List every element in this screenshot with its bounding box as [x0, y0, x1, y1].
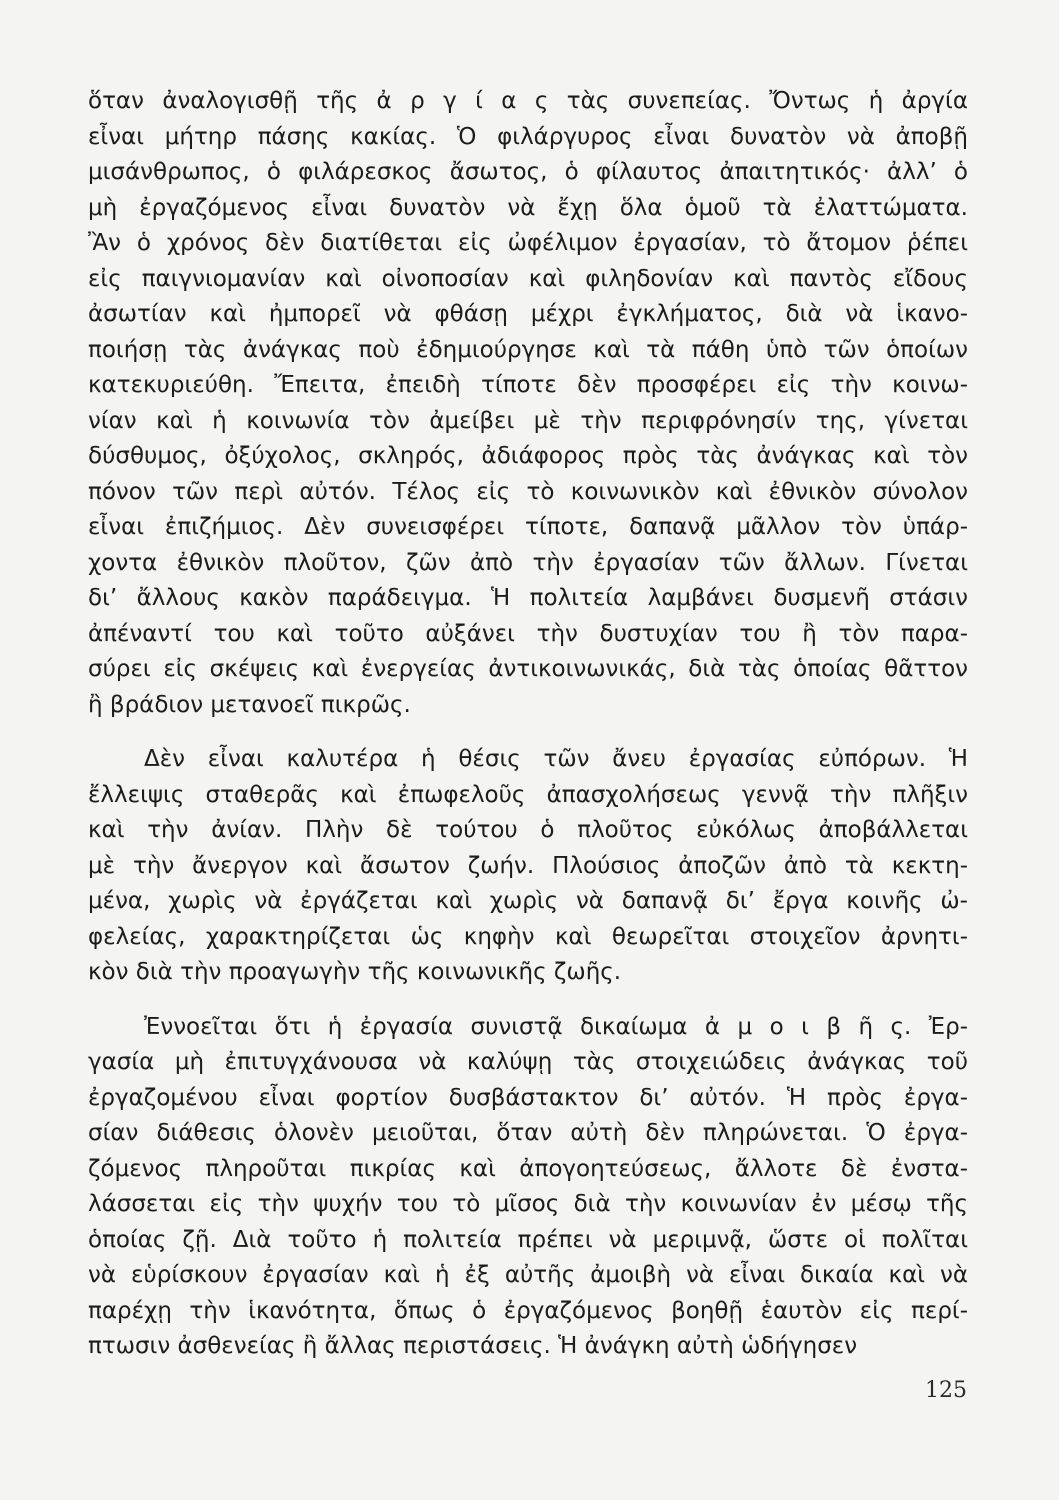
text-line: λάσσεται εἰς τὴν ψυχήν του τὸ μῖσος διὰ τὴν κοινωνίαν ἐν μέσῳ τῆς — [88, 1191, 968, 1217]
text-line: σύρει εἰς σκέψεις καὶ ἐνεργείας ἀντικοινωνικάς, διὰ τὰς ὁποίας θᾶττον — [88, 656, 968, 682]
text-line: εἶναι ἐπιζήμιος. Δὲν συνεισφέρει τίποτε, δαπανᾷ μᾶλλον τὸν ὑπάρ- — [88, 514, 968, 540]
paragraph — [88, 84, 968, 723]
text-line: παρέχῃ τὴν ἱκανότητα, ὅπως ὁ ἐργαζόμενος βοηθῇ ἑαυτὸν εἰς περί- — [88, 1297, 968, 1324]
text-line: νὰ εὑρίσκουν ἐργασίαν καὶ ἡ ἐξ αὐτῆς ἀμοιβὴ νὰ εἶναι δικαία καὶ νὰ — [88, 1262, 968, 1288]
text-line: ὁποίας ζῇ. Διὰ τοῦτο ἡ πολιτεία πρέπει νὰ μεριμνᾷ, ὥστε οἱ πολῖται — [88, 1226, 968, 1253]
text-line: ποιήσῃ τὰς ἀνάγκας ποὺ ἐδημιούργησε καὶ τὰ πάθη ὑπὸ τῶν ὁποίων — [88, 336, 968, 363]
text-line: κὸν διὰ τὴν προαγωγὴν τῆς κοινωνικῆς ζωῆς. — [88, 959, 622, 985]
text-line: μισάνθρωπος, ὁ φιλάρεσκος ἄσωτος, ὁ φίλαυτος ἀπαιτητικός· ἀλλ’ ὁ — [88, 159, 968, 185]
text-line: μὲ τὴν ἄνεργον καὶ ἄσωτον ζωήν. Πλούσιος ἀποζῶν ἀπὸ τὰ κεκτη- — [88, 852, 968, 879]
body-text — [88, 84, 968, 1365]
paragraph-gap — [88, 991, 968, 1010]
paragraph — [88, 742, 968, 991]
text-line: Ἂν ὁ χρόνος δὲν διατίθεται εἰς ὠφέλιμον ἐργασίαν, τὸ ἄτομον ῥέπει — [88, 230, 968, 256]
text-line: ζόμενος πληροῦται πικρίας καὶ ἀπογοητεύσεως, ἄλλοτε δὲ ἐνστα- — [88, 1155, 968, 1182]
text-line: Δὲν εἶναι καλυτέρα ἡ θέσις τῶν ἄνευ ἐργασίας εὐπόρων. Ἡ — [144, 746, 968, 772]
text-line: ἐργαζομένου εἶναι φορτίον δυσβάστακτον δι’ αὐτόν. Ἡ πρὸς ἐργα- — [88, 1084, 968, 1111]
text-line: Ἐννοεῖται ὅτι ἡ ἐργασία συνιστᾷ δικαίωμα ἀ μ ο ι β ῆ ς. Ἐρ- — [144, 1013, 968, 1040]
text-line: γασία μὴ ἐπιτυγχάνουσα νὰ καλύψῃ τὰς στοιχειώδεις ἀνάγκας τοῦ — [88, 1049, 968, 1075]
paragraph — [88, 1010, 968, 1365]
text-line: ἔλλειψις σταθερᾶς καὶ ἐπωφελοῦς ἀπασχολήσεως γεννᾷ τὴν πλῆξιν — [88, 781, 968, 808]
text-line: φελείας, χαρακτηρίζεται ὡς κηφὴν καὶ θεωρεῖται στοιχεῖον ἀρνητι- — [88, 923, 968, 950]
text-line: ὅταν ἀναλογισθῇ τῆς ἀ ρ γ ί α ς τὰς συνεπείας. Ὄντως ἡ ἀργία — [88, 88, 968, 114]
text-line: σίαν διάθεσις ὁλονὲν μειοῦται, ὅταν αὐτὴ δὲν πληρώνεται. Ὁ ἐργα- — [88, 1120, 968, 1146]
text-line: δι’ ἄλλους κακὸν παράδειγμα. Ἡ πολιτεία λαμβάνει δυσμενῆ στάσιν — [88, 585, 968, 611]
text-line: ἢ βράδιον μετανοεῖ πικρῶς. — [88, 691, 411, 718]
text-line: πόνον τῶν περὶ αὐτόν. Τέλος εἰς τὸ κοινωνικὸν καὶ ἐθνικὸν σύνολον — [88, 478, 968, 505]
text-line: κατεκυριεύθη. Ἔπειτα, ἐπειδὴ τίποτε δὲν προσφέρει εἰς τὴν κοινω- — [88, 372, 968, 398]
text-line: ἀπέναντί του καὶ τοῦτο αὐξάνει τὴν δυστυχίαν του ἢ τὸν παρα- — [88, 620, 968, 647]
paragraph-gap — [88, 723, 968, 742]
text-line: ἀσωτίαν καὶ ἠμπορεῖ νὰ φθάσῃ μέχρι ἐγκλήματος, διὰ νὰ ἱκανο- — [88, 301, 968, 327]
text-line: χοντα ἐθνικὸν πλοῦτον, ζῶν ἀπὸ τὴν ἐργασίαν τῶν ἄλλων. Γίνεται — [88, 549, 968, 576]
text-line: εἶναι μήτηρ πάσης κακίας. Ὁ φιλάργυρος εἶναι δυνατὸν νὰ ἀποβῇ — [88, 123, 968, 150]
text-line: μὴ ἐργαζόμενος εἶναι δυνατὸν νὰ ἔχῃ ὅλα ὁμοῦ τὰ ἐλαττώματα. — [88, 194, 968, 221]
text-line: καὶ τὴν ἀνίαν. Πλὴν δὲ τούτου ὁ πλοῦτος εὐκόλως ἀποβάλλεται — [88, 817, 968, 843]
page-number: 125 — [925, 1378, 967, 1403]
text-line: νίαν καὶ ἡ κοινωνία τὸν ἀμείβει μὲ τὴν περιφρόνησίν της, γίνεται — [88, 407, 968, 434]
text-line: μένα, χωρὶς νὰ ἐργάζεται καὶ χωρὶς νὰ δαπανᾷ δι’ ἔργα κοινῆς ὠ- — [88, 888, 968, 914]
text-line: δύσθυμος, ὀξύχολος, σκληρός, ἀδιάφορος πρὸς τὰς ἀνάγκας καὶ τὸν — [88, 443, 968, 469]
text-line: εἰς παιγνιομανίαν καὶ οἰνοποσίαν καὶ φιληδονίαν καὶ παντὸς εἴδους — [88, 265, 968, 292]
text-line: πτωσιν ἀσθενείας ἢ ἄλλας περιστάσεις. Ἡ ἀνάγκη αὐτὴ ὡδήγησεν — [88, 1333, 858, 1359]
